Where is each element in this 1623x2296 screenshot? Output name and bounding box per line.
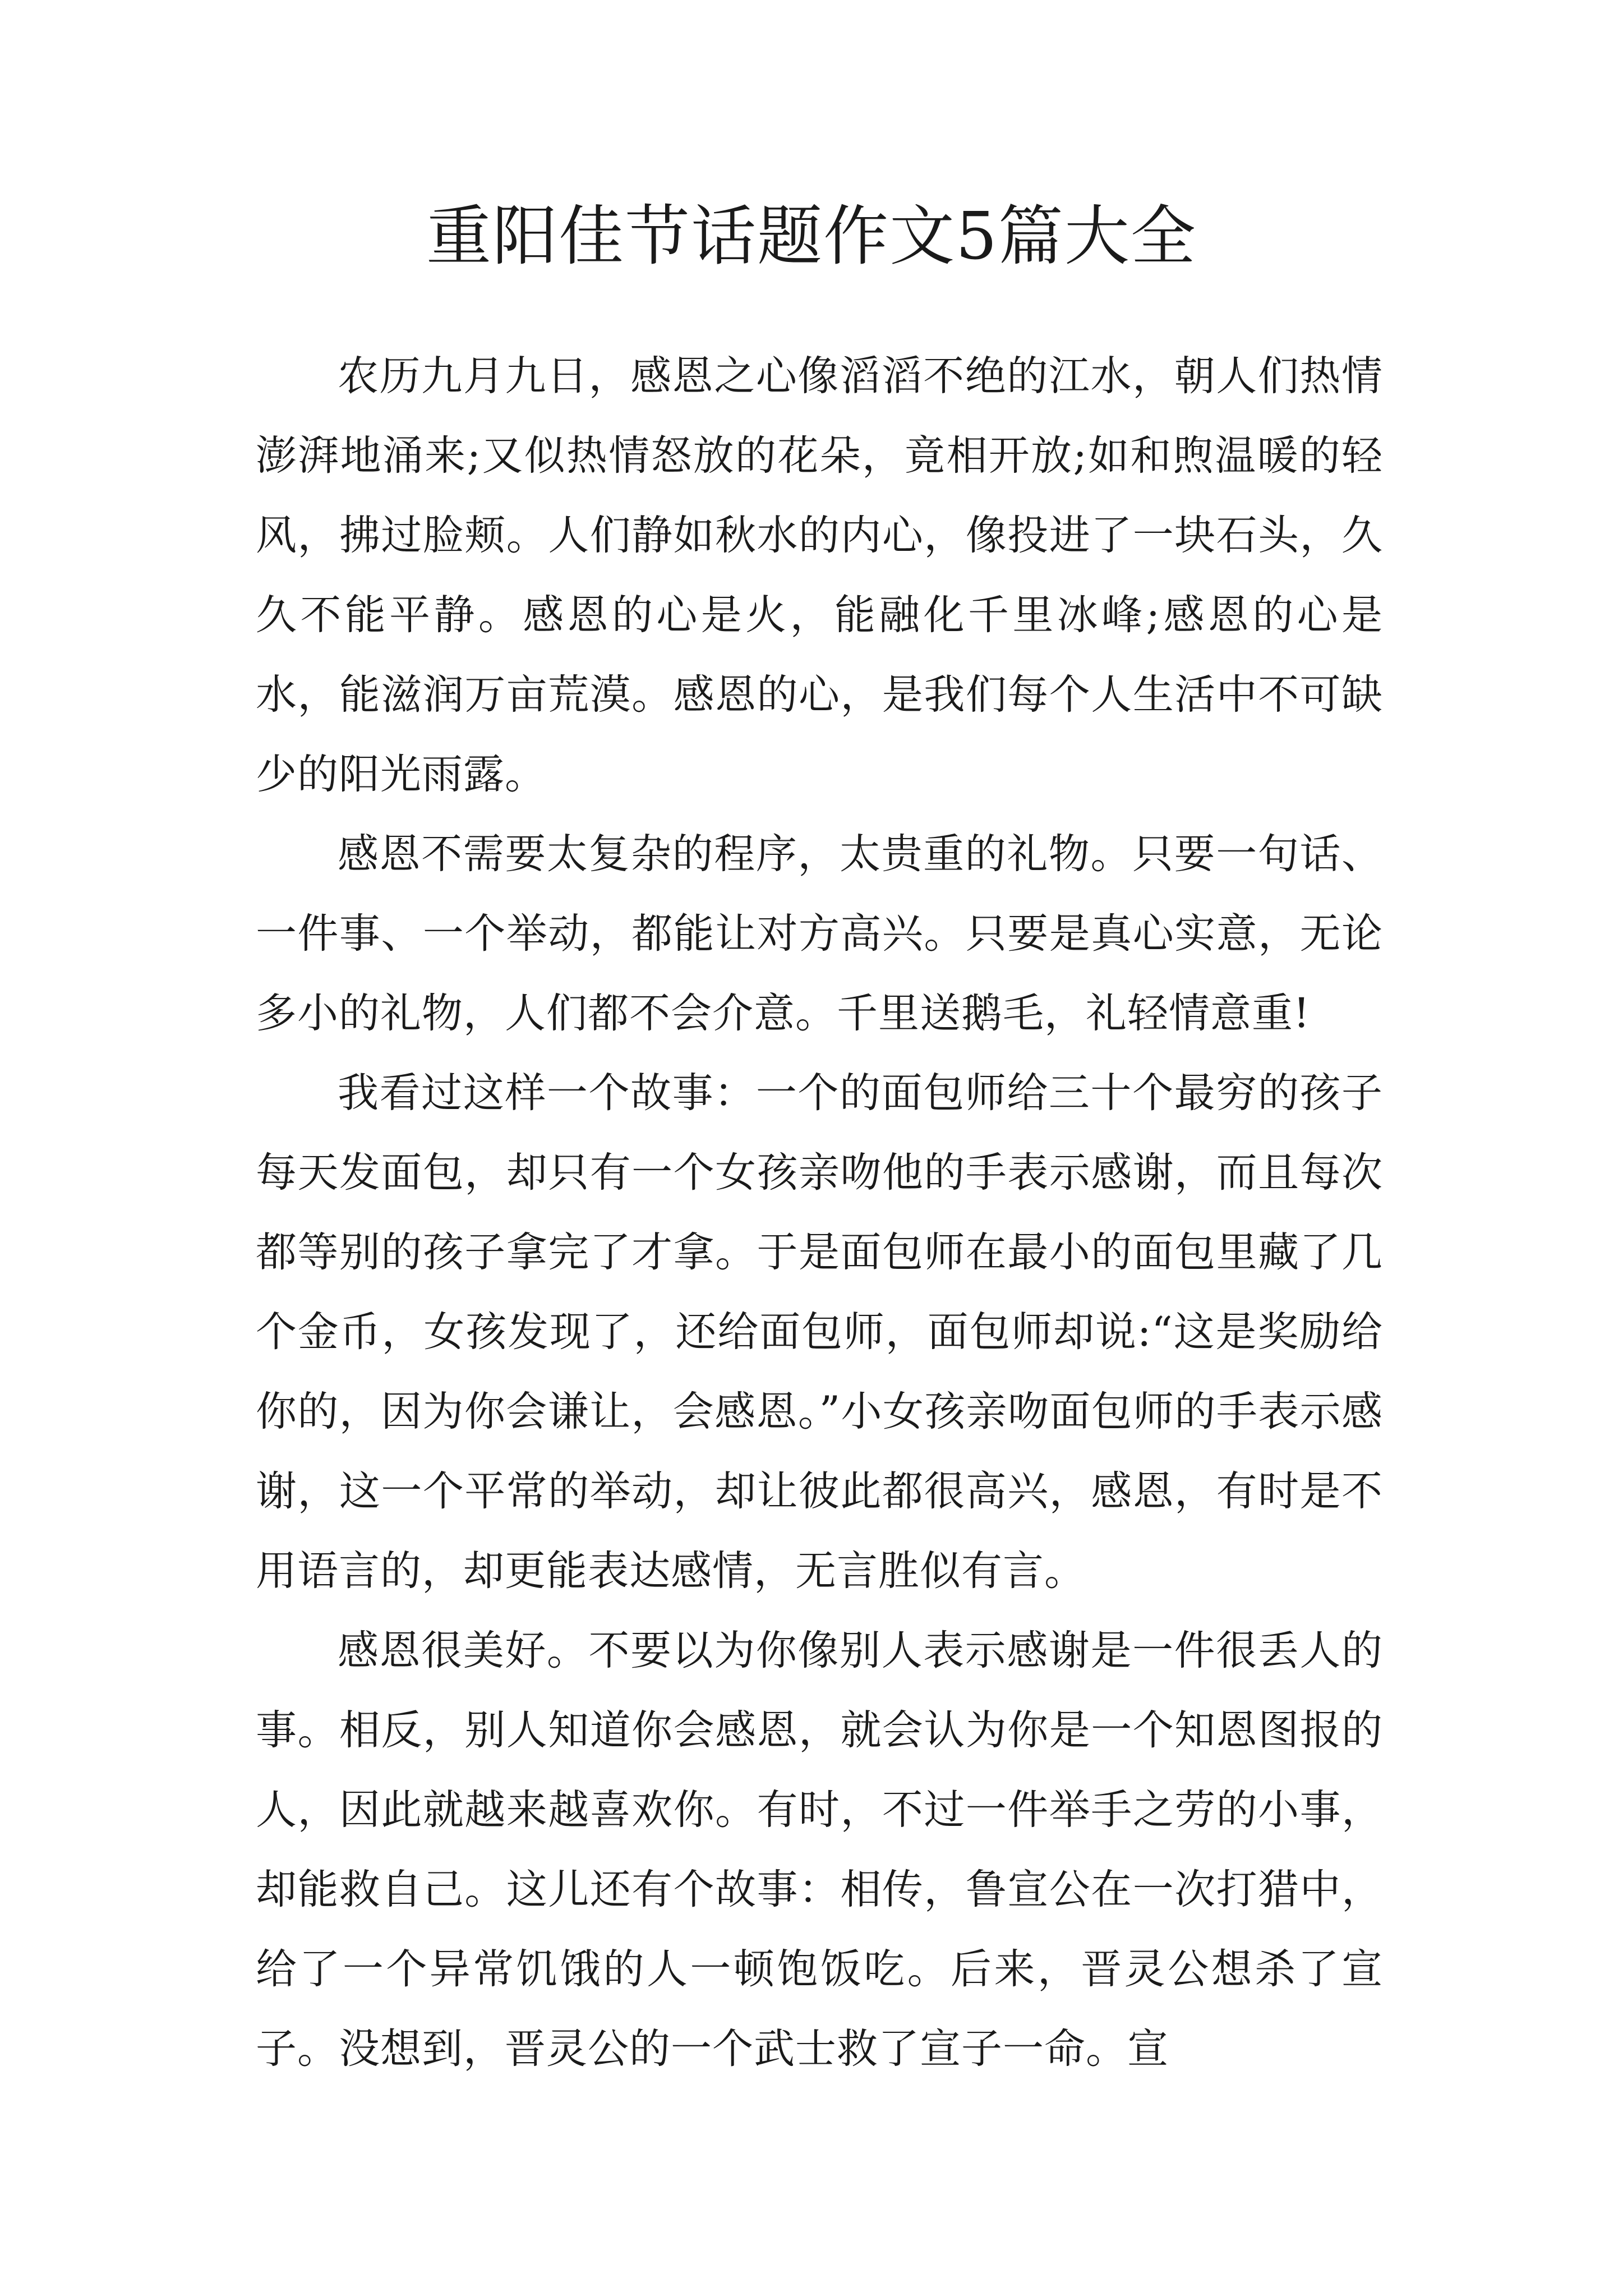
paragraph: 感恩很美好。不要以为你像别人表示感谢是一件很丢人的事。相反，别人知道你会感恩，就会认为你是一个知恩图报的人，因此就越来越喜欢你。有时，不过一件举手之劳的小事，却能救自己。这儿还有个故事：相传，鲁宣公在一次打猎中，给了一个异常饥饿的人一顿饱饭吃。后来，晋灵公想杀了宣子。没想到，晋灵公的一个武士救了宣子一命。宣: [256, 1627, 1383, 2073]
paragraph: 感恩不需要太复杂的程序，太贵重的礼物。只要一句话、一件事、一个举动，都能让对方高兴。只要是真心实意，无论多小的礼物，人们都不会介意。千里送鹅毛，礼轻情意重!: [256, 830, 1383, 1037]
document-body: [256, 337, 1383, 2089]
paragraph: 农历九月九日，感恩之心像滔滔不绝的江水，朝人们热情澎湃地涌来;又似热情怒放的花朵，竟相开放;如和煦温暖的轻风，拂过脸颊。人们静如秋水的内心，像投进了一块石头，久久不能平静。感恩的心是火，能融化千里冰峰;感恩的心是水，能滋润万亩荒漠。感恩的心，是我们每个人生活中不可缺少的阳光雨露。: [256, 352, 1383, 798]
document-title: 重阳佳节话题作文5篇大全: [426, 199, 1197, 274]
paragraph: 我看过这样一个故事：一个的面包师给三十个最穷的孩子每天发面包，却只有一个女孩亲吻他的手表示感谢，而且每次都等别的孩子拿完了才拿。于是面包师在最小的面包里藏了几个金币，女孩发现了，还给面包师，面包师却说:“这是奖励给你的，因为你会谦让，会感恩。”小女孩亲吻面包师的手表示感谢，这一个平常的举动，却让彼此都很高兴，感恩，有时是不用语言的，却更能表达感情，无言胜似有言。: [256, 1069, 1383, 1595]
